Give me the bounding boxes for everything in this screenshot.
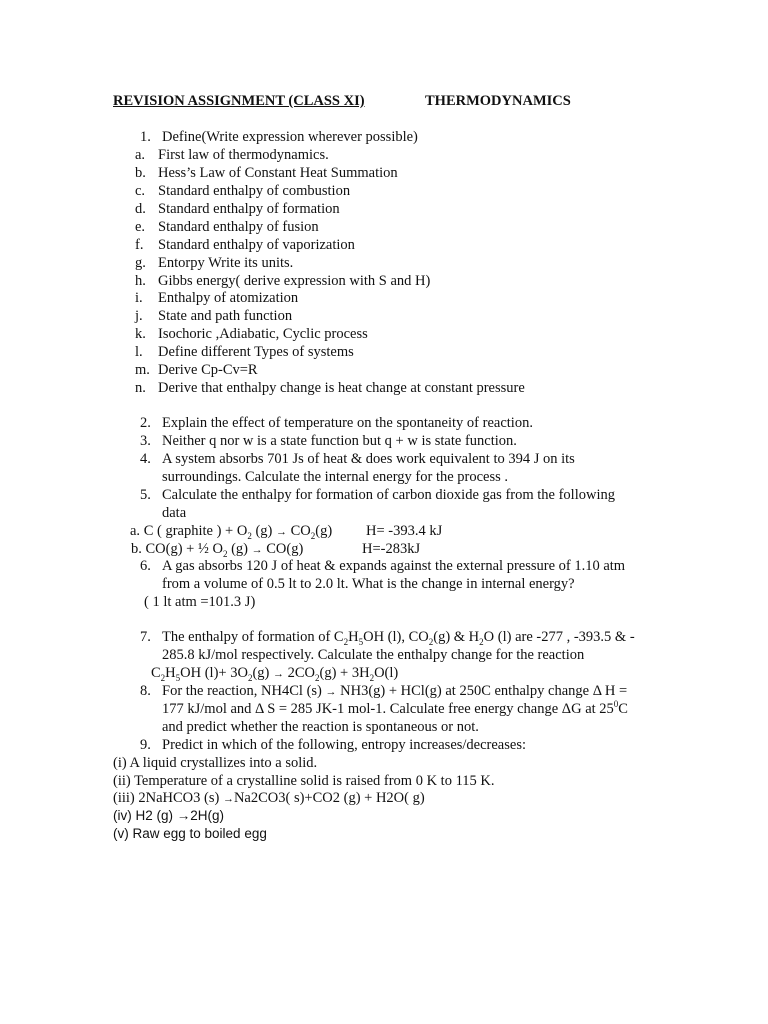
item-label: n. [135, 380, 146, 396]
question-number: 5. [140, 487, 151, 503]
question-6-continued: from a volume of 0.5 lt to 2.0 lt. What is the change in internal energy? [162, 576, 575, 592]
question-text: Define(Write expression wherever possible) [162, 129, 418, 145]
list-item [135, 164, 398, 182]
arrow-icon: → [272, 668, 284, 680]
item-label: j. [135, 308, 143, 324]
list-item [135, 343, 354, 361]
item-label: f. [135, 237, 144, 253]
reactant: CO(g) + ½ O [145, 541, 223, 557]
item-label: i. [135, 290, 143, 306]
assignment-title: REVISION ASSIGNMENT (CLASS XI) [113, 93, 365, 109]
list-item [135, 379, 525, 397]
state: (g) [315, 523, 333, 539]
question-number: 4. [140, 451, 151, 467]
subscript: 2 [310, 530, 316, 541]
question-number: 1. [140, 129, 151, 145]
question-text: Calculate the enthalpy for formation of carbon dioxide gas from the following [162, 487, 615, 503]
item-label: h. [135, 273, 146, 289]
enthalpy-value: H=-283kJ [362, 541, 421, 557]
arrow-icon: → [222, 793, 234, 805]
conversion-note: ( 1 lt atm =101.3 J) [144, 594, 256, 610]
arrow-icon: → [251, 544, 263, 556]
question-8-continued: 177 kJ/mol and Δ S = 285 JK-1 mol-1. Calculate free energy change ΔG at $25^0C$ [162, 699, 628, 717]
question-number: 6. [140, 558, 151, 574]
item-text: Entorpy Write its units. [158, 255, 294, 271]
question-number: 7. [140, 629, 151, 645]
item-label: b. [135, 165, 146, 181]
reaction-label: b. [131, 541, 142, 557]
question-number: 2. [140, 415, 151, 431]
question-text: Neither q nor w is a state function but q + w is state function. [162, 433, 517, 449]
list-item [135, 182, 351, 200]
part-v: (v) Raw egg to boiled egg [113, 826, 267, 841]
item-text: Derive Cp-Cv=R [158, 362, 258, 378]
subscript: 2 [222, 548, 228, 559]
list-item [135, 236, 355, 254]
item-label: a. [135, 147, 146, 163]
question-3 [140, 432, 517, 450]
list-item [135, 200, 340, 218]
item-text: Derive that enthalpy change is heat change at constant pressure [158, 380, 525, 396]
list-item [135, 361, 258, 379]
item-text: Standard enthalpy of combustion [158, 183, 351, 199]
item-text: State and path function [158, 308, 293, 324]
enthalpy-value: H= -393.4 kJ [366, 523, 443, 539]
question-6 [140, 557, 626, 575]
item-text: Isochoric ,Adiabatic, Cyclic process [158, 326, 368, 342]
question-1 [140, 128, 418, 146]
subject-title: THERMODYNAMICS [425, 93, 571, 109]
item-text: Standard enthalpy of fusion [158, 219, 319, 235]
product: CO(g) [266, 541, 304, 557]
arrow-icon: → [275, 526, 287, 538]
part-iii: (iii) 2NaHCO3 (s) →Na2CO3( s)+CO2 (g) + H2O( g) [113, 790, 425, 806]
question-5 [140, 486, 615, 504]
subscript: 2 [247, 530, 252, 541]
assignment-heading [113, 93, 571, 110]
item-label: c. [135, 183, 146, 199]
question-8 [140, 682, 628, 700]
list-item [135, 254, 294, 272]
product: CO [290, 523, 311, 539]
item-text: Define different Types of systems [158, 344, 354, 360]
item-label: k. [135, 326, 146, 342]
question-text: The enthalpy of formation of $C_2H_5OH$ (l), $CO_2(g)$ & $H_2O$ (l) are -277 , -393.5 & - [162, 629, 635, 647]
item-text: Hess’s Law of Constant Heat Summation [158, 165, 398, 181]
item-text: Enthalpy of atomization [158, 290, 299, 306]
item-text: Standard enthalpy of formation [158, 201, 340, 217]
list-item [135, 289, 299, 307]
list-item [135, 272, 431, 290]
item-text: Gibbs energy( derive expression with S and H) [158, 273, 431, 289]
question-7 [140, 628, 635, 647]
item-label: d. [135, 201, 146, 217]
part-i: (i) A liquid crystallizes into a solid. [113, 755, 318, 771]
arrow-icon: → [176, 808, 191, 823]
reaction-equation: $C_2H_5OH$ $(l)+ 3O_2(g) \to 2CO_2(g) + 3H_2O(l)$ [151, 665, 399, 683]
arrow-icon: → [325, 686, 337, 698]
question-9 [140, 736, 526, 754]
reaction-label: a. [130, 523, 141, 539]
question-4-continued: surroundings. Calculate the internal energy for the process . [162, 469, 509, 485]
list-item [135, 307, 293, 325]
question-text: Explain the effect of temperature on the spontaneity of reaction. [162, 415, 533, 431]
item-label: e. [135, 219, 146, 235]
list-item [135, 146, 329, 164]
item-label: g. [135, 255, 146, 271]
question-number: 9. [140, 737, 151, 753]
state: (g) [251, 523, 273, 539]
part-iv: (iv) H2 (g) →2H(g) [113, 808, 225, 823]
question-text: For the reaction, NH4Cl (s) → NH3(g) + HCl(g) at 250C enthalpy change Δ H = [162, 683, 628, 699]
reactant: C ( graphite ) + O [143, 523, 248, 539]
question-text: A gas absorbs 120 J of heat & expands against the external pressure of 1.10 atm [162, 558, 626, 574]
question-2 [140, 414, 533, 432]
list-item [135, 218, 319, 236]
list-item [135, 325, 368, 343]
reaction-a [130, 522, 443, 541]
question-7-continued: 285.8 kJ/mol respectively. Calculate the enthalpy change for the reaction [162, 647, 585, 663]
question-number: 3. [140, 433, 151, 449]
question-5-continued: data [162, 505, 187, 521]
question-4 [140, 450, 575, 468]
item-text: Standard enthalpy of vaporization [158, 237, 355, 253]
state: (g) [227, 541, 248, 557]
question-text: Predict in which of the following, entropy increases/decreases: [162, 737, 526, 753]
question-number: 8. [140, 683, 151, 699]
item-label: m. [135, 362, 150, 378]
part-ii: (ii) Temperature of a crystalline solid is raised from 0 K to 115 K. [113, 773, 495, 789]
item-label: l. [135, 344, 143, 360]
item-text: First law of thermodynamics. [158, 147, 329, 163]
question-text: A system absorbs 701 Js of heat & does work equivalent to 394 J on its [162, 451, 575, 467]
question-8-continued-2: and predict whether the reaction is spontaneous or not. [162, 719, 479, 735]
